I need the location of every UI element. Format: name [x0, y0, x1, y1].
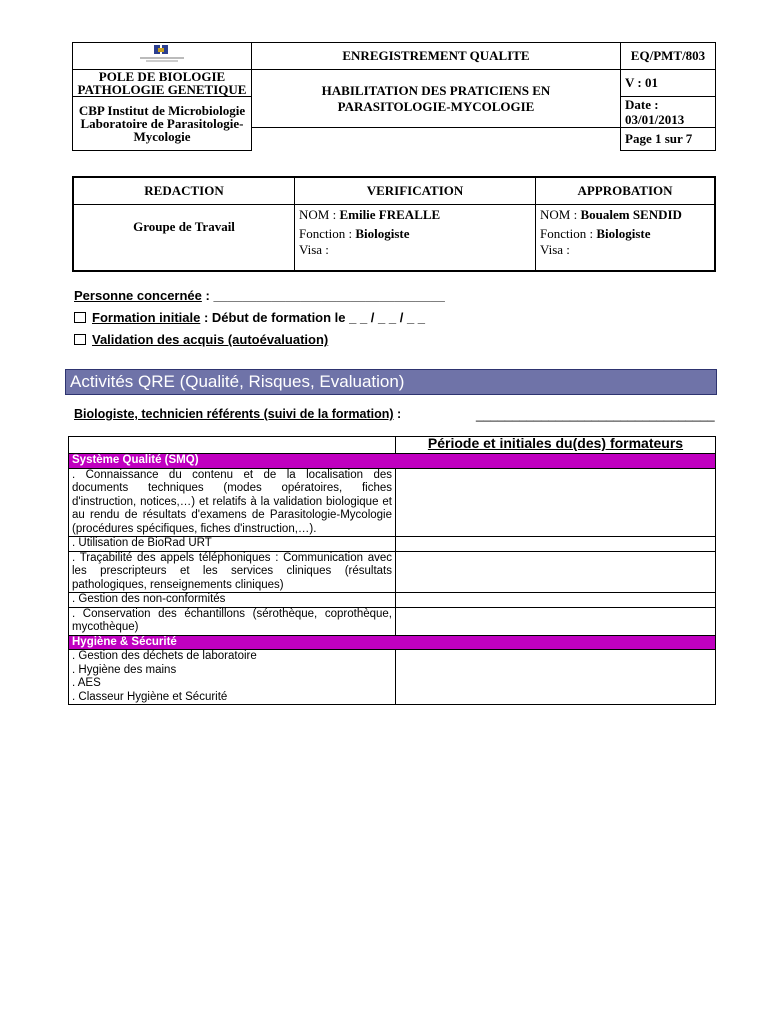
org-name: [73, 70, 252, 97]
period-cell[interactable]: [396, 551, 716, 593]
inst-line2: Laboratoire de Parasitologie-: [80, 116, 244, 131]
validation-checkbox-icon[interactable]: [74, 334, 86, 345]
personne-label: Personne concernée: [74, 288, 202, 303]
title-spacer: [252, 128, 621, 151]
verification-cell: [295, 205, 536, 271]
activity-item: . Utilisation de BioRad URT: [69, 537, 396, 552]
hygiene-item: . Hygiène des mains: [72, 663, 177, 676]
hygiene-item: . AES: [72, 677, 101, 689]
date-value: 03/01/2013: [625, 112, 685, 127]
approbation-cell: [536, 205, 716, 271]
verification-header: VERIFICATION: [295, 177, 536, 205]
activity-col-header: [69, 437, 396, 454]
org-line1: POLE DE BIOLOGIE: [98, 69, 226, 84]
org-line2: PATHOLOGIE GENETIQUE: [77, 82, 247, 97]
doc-type: ENREGISTREMENT QUALITE: [252, 43, 621, 70]
title-line2: PARASITOLOGIE-MYCOLOGIE: [337, 98, 535, 114]
hygiene-item: . Classeur Hygiène et Sécurité: [72, 690, 228, 703]
logo-cell: [73, 43, 252, 70]
period-cell[interactable]: [396, 537, 716, 552]
verif-nom: Emilie FREALLE: [339, 207, 441, 222]
redaction-value: Groupe de Travail: [73, 205, 295, 271]
formation-date-field[interactable]: : Début de formation le _ _ / _ _ / _ _: [200, 310, 426, 325]
appro-nom: Boualem SENDID: [580, 207, 682, 222]
appro-fonction-label: Fonction :: [540, 226, 597, 241]
activity-item: . Connaissance du contenu et de la localisation des documents techniques (modes opératoires, fiches d'instruction, notices,…) et relatifs à la validation biologique et au rendu de résultats d'examens de Parasitologie-Mycologie (procédures spécifiques, fiches d'instruction,…).: [69, 468, 396, 537]
doc-title: [252, 70, 621, 128]
activity-item: . Gestion des non-conformités: [69, 593, 396, 608]
activities-table: [68, 436, 716, 705]
appro-nom-label: NOM :: [540, 207, 581, 222]
institute-name: [73, 97, 252, 151]
personne-field[interactable]: : ________________________________: [201, 288, 445, 303]
referents-colon: :: [393, 407, 402, 421]
doc-date: [621, 97, 716, 128]
category-smq: Système Qualité (SMQ): [69, 454, 716, 469]
period-cell[interactable]: [396, 650, 716, 705]
referents-label: Biologiste, technicien référents (suivi de la formation): [74, 407, 394, 421]
appro-visa: Visa :: [540, 242, 570, 257]
date-label: Date :: [625, 97, 659, 112]
document-header: [72, 42, 716, 151]
verif-fonction-label: Fonction :: [299, 226, 356, 241]
verif-nom-label: NOM :: [299, 207, 340, 222]
referents-line: [74, 407, 401, 421]
approbation-header: APPROBATION: [536, 177, 716, 205]
hygiene-item: . Gestion des déchets de laboratoire: [72, 650, 257, 662]
period-cell[interactable]: [396, 468, 716, 537]
inst-line1: CBP Institut de Microbiologie: [78, 103, 246, 118]
redaction-header: REDACTION: [73, 177, 295, 205]
validation-line: [74, 332, 328, 347]
title-line1: HABILITATION DES PRATICIENS EN: [321, 82, 551, 98]
section-title: Activités QRE (Qualité, Risques, Evaluation): [65, 369, 717, 395]
doc-ref: EQ/PMT/803: [621, 43, 716, 70]
doc-version: V : 01: [621, 70, 716, 97]
appro-fonction: Biologiste: [596, 226, 651, 241]
personne-line: [74, 288, 445, 303]
activity-item: . Traçabilité des appels téléphoniques : Communication avec les prescripteurs et les services cliniques (résultats pathologiques, renseignements cliniques): [69, 551, 396, 593]
period-col-header: Période et initiales du(des) formateurs: [396, 437, 716, 454]
validation-label: Validation des acquis (autoévaluation): [92, 332, 329, 347]
verif-fonction: Biologiste: [355, 226, 410, 241]
activity-item: [69, 650, 396, 705]
inst-line3: Mycologie: [133, 129, 191, 144]
period-cell[interactable]: [396, 607, 716, 635]
signature-table: [72, 176, 716, 272]
formation-checkbox-icon[interactable]: [74, 312, 86, 323]
activity-item: . Conservation des échantillons (sérothèque, coprothèque, mycothèque): [69, 607, 396, 635]
referents-field[interactable]: _________________________________: [476, 407, 715, 422]
verif-visa: Visa :: [299, 242, 329, 257]
formation-label: Formation initiale: [92, 310, 201, 325]
doc-page: Page 1 sur 7: [621, 128, 716, 151]
formation-line: [74, 310, 425, 325]
period-cell[interactable]: [396, 593, 716, 608]
category-hygiene: Hygiène & Sécurité: [69, 635, 716, 650]
hospital-logo-icon: [138, 44, 186, 64]
